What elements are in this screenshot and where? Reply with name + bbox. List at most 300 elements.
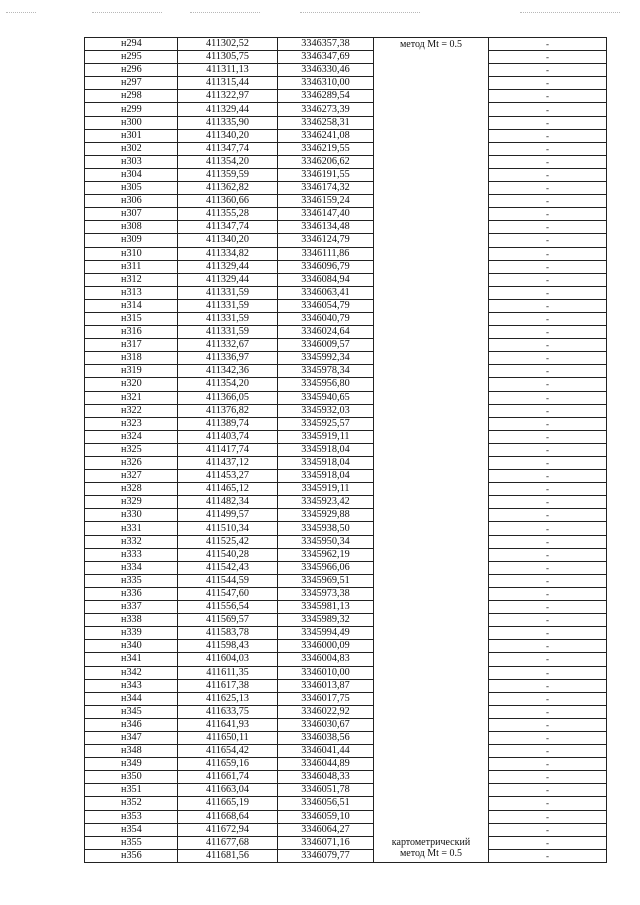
table-row [85, 745, 607, 758]
accuracy-dash-cell: - [489, 771, 607, 784]
y-coordinate-cell: 3345929,88 [278, 509, 374, 522]
table-row [85, 77, 607, 90]
table-row [85, 443, 607, 456]
y-coordinate-cell: 3346013,87 [278, 679, 374, 692]
table-row [85, 391, 607, 404]
method-cell [374, 38, 489, 863]
accuracy-dash-cell: - [489, 496, 607, 509]
x-coordinate-cell: 411311,13 [178, 64, 278, 77]
table-row [85, 142, 607, 155]
table-row [85, 417, 607, 430]
table-row [85, 561, 607, 574]
accuracy-dash-cell: - [489, 339, 607, 352]
accuracy-dash-cell: - [489, 758, 607, 771]
y-coordinate-cell: 3345923,42 [278, 496, 374, 509]
accuracy-dash-cell: - [489, 64, 607, 77]
accuracy-dash-cell: - [489, 90, 607, 103]
x-coordinate-cell: 411547,60 [178, 587, 278, 600]
accuracy-dash-cell: - [489, 587, 607, 600]
y-coordinate-cell: 3346174,32 [278, 182, 374, 195]
x-coordinate-cell: 411453,27 [178, 470, 278, 483]
x-coordinate-cell: 411665,19 [178, 797, 278, 810]
x-coordinate-cell: 411598,43 [178, 640, 278, 653]
x-coordinate-cell: 411482,34 [178, 496, 278, 509]
x-coordinate-cell: 411569,57 [178, 614, 278, 627]
point-name-cell: н329 [85, 496, 178, 509]
y-coordinate-cell: 3346084,94 [278, 273, 374, 286]
y-coordinate-cell: 3346038,56 [278, 731, 374, 744]
table-row [85, 312, 607, 325]
point-name-cell: н302 [85, 142, 178, 155]
point-name-cell: н349 [85, 758, 178, 771]
x-coordinate-cell: 411366,05 [178, 391, 278, 404]
point-name-cell: н301 [85, 129, 178, 142]
x-coordinate-cell: 411342,36 [178, 365, 278, 378]
table-row [85, 771, 607, 784]
point-name-cell: н310 [85, 247, 178, 260]
y-coordinate-cell: 3345989,32 [278, 614, 374, 627]
accuracy-dash-cell: - [489, 666, 607, 679]
x-coordinate-cell: 411335,90 [178, 116, 278, 129]
y-coordinate-cell: 3346273,39 [278, 103, 374, 116]
point-name-cell: н356 [85, 849, 178, 862]
table-row [85, 758, 607, 771]
x-coordinate-cell: 411465,12 [178, 483, 278, 496]
y-coordinate-cell: 3346064,27 [278, 823, 374, 836]
accuracy-dash-cell: - [489, 561, 607, 574]
y-coordinate-cell: 3345925,57 [278, 417, 374, 430]
table-row [85, 587, 607, 600]
point-name-cell: н304 [85, 168, 178, 181]
point-name-cell: н323 [85, 417, 178, 430]
x-coordinate-cell: 411544,59 [178, 574, 278, 587]
x-coordinate-cell: 411417,74 [178, 443, 278, 456]
table-row [85, 731, 607, 744]
x-coordinate-cell: 411389,74 [178, 417, 278, 430]
y-coordinate-cell: 3346310,00 [278, 77, 374, 90]
table-row [85, 90, 607, 103]
point-name-cell: н294 [85, 38, 178, 51]
y-coordinate-cell: 3345919,11 [278, 483, 374, 496]
table-row [85, 430, 607, 443]
table-row [85, 155, 607, 168]
point-name-cell: н309 [85, 234, 178, 247]
point-name-cell: н314 [85, 299, 178, 312]
point-name-cell: н333 [85, 548, 178, 561]
accuracy-dash-cell: - [489, 404, 607, 417]
x-coordinate-cell: 411355,28 [178, 208, 278, 221]
accuracy-dash-cell: - [489, 391, 607, 404]
y-coordinate-cell: 3346111,86 [278, 247, 374, 260]
table-row [85, 208, 607, 221]
accuracy-dash-cell: - [489, 640, 607, 653]
y-coordinate-cell: 3346219,55 [278, 142, 374, 155]
method-label-bottom [374, 837, 488, 860]
x-coordinate-cell: 411659,16 [178, 758, 278, 771]
y-coordinate-cell: 3346024,64 [278, 326, 374, 339]
accuracy-dash-cell: - [489, 836, 607, 849]
y-coordinate-cell: 3346044,89 [278, 758, 374, 771]
table-row [85, 299, 607, 312]
point-name-cell: н303 [85, 155, 178, 168]
accuracy-dash-cell: - [489, 443, 607, 456]
accuracy-dash-cell: - [489, 849, 607, 862]
accuracy-dash-cell: - [489, 273, 607, 286]
x-coordinate-cell: 411336,97 [178, 352, 278, 365]
point-name-cell: н322 [85, 404, 178, 417]
point-name-cell: н352 [85, 797, 178, 810]
table-row [85, 470, 607, 483]
accuracy-dash-cell: - [489, 692, 607, 705]
point-name-cell: н312 [85, 273, 178, 286]
y-coordinate-cell: 3346051,78 [278, 784, 374, 797]
y-coordinate-cell: 3345994,49 [278, 627, 374, 640]
y-coordinate-cell: 3346191,55 [278, 168, 374, 181]
x-coordinate-cell: 411604,03 [178, 653, 278, 666]
table-row [85, 64, 607, 77]
x-coordinate-cell: 411556,54 [178, 601, 278, 614]
table-row [85, 339, 607, 352]
y-coordinate-cell: 3346258,31 [278, 116, 374, 129]
accuracy-dash-cell: - [489, 365, 607, 378]
y-coordinate-cell: 3345962,19 [278, 548, 374, 561]
table-row [85, 535, 607, 548]
point-name-cell: н324 [85, 430, 178, 443]
accuracy-dash-cell: - [489, 168, 607, 181]
point-name-cell: н336 [85, 587, 178, 600]
accuracy-dash-cell: - [489, 103, 607, 116]
y-coordinate-cell: 3346079,77 [278, 849, 374, 862]
accuracy-dash-cell: - [489, 745, 607, 758]
table-row [85, 836, 607, 849]
y-coordinate-cell: 3346134,48 [278, 221, 374, 234]
y-coordinate-cell: 3346124,79 [278, 234, 374, 247]
x-coordinate-cell: 411329,44 [178, 103, 278, 116]
x-coordinate-cell: 411376,82 [178, 404, 278, 417]
accuracy-dash-cell: - [489, 457, 607, 470]
accuracy-dash-cell: - [489, 142, 607, 155]
accuracy-dash-cell: - [489, 614, 607, 627]
x-coordinate-cell: 411340,20 [178, 129, 278, 142]
point-name-cell: н344 [85, 692, 178, 705]
x-coordinate-cell: 411677,68 [178, 836, 278, 849]
y-coordinate-cell: 3346022,92 [278, 705, 374, 718]
header-rule [190, 12, 260, 13]
point-name-cell: н339 [85, 627, 178, 640]
accuracy-dash-cell: - [489, 234, 607, 247]
accuracy-dash-cell: - [489, 155, 607, 168]
y-coordinate-cell: 3345956,80 [278, 378, 374, 391]
x-coordinate-cell: 411331,59 [178, 312, 278, 325]
accuracy-dash-cell: - [489, 352, 607, 365]
header-rule [6, 12, 36, 13]
table-row [85, 483, 607, 496]
accuracy-dash-cell: - [489, 548, 607, 561]
table-row [85, 103, 607, 116]
point-name-cell: н355 [85, 836, 178, 849]
table-row [85, 168, 607, 181]
x-coordinate-cell: 411437,12 [178, 457, 278, 470]
y-coordinate-cell: 3346000,09 [278, 640, 374, 653]
coordinates-table [84, 37, 607, 863]
accuracy-dash-cell: - [489, 77, 607, 90]
accuracy-dash-cell: - [489, 470, 607, 483]
y-coordinate-cell: 3346030,67 [278, 718, 374, 731]
point-name-cell: н296 [85, 64, 178, 77]
table-row [85, 548, 607, 561]
point-name-cell: н330 [85, 509, 178, 522]
x-coordinate-cell: 411641,93 [178, 718, 278, 731]
accuracy-dash-cell: - [489, 247, 607, 260]
point-name-cell: н305 [85, 182, 178, 195]
point-name-cell: н332 [85, 535, 178, 548]
accuracy-dash-cell: - [489, 535, 607, 548]
y-coordinate-cell: 3345973,38 [278, 587, 374, 600]
y-coordinate-cell: 3346147,40 [278, 208, 374, 221]
table-row [85, 797, 607, 810]
accuracy-dash-cell: - [489, 38, 607, 51]
header-rule [92, 12, 162, 13]
x-coordinate-cell: 411305,75 [178, 51, 278, 64]
point-name-cell: н318 [85, 352, 178, 365]
table-row [85, 51, 607, 64]
x-coordinate-cell: 411347,74 [178, 142, 278, 155]
y-coordinate-cell: 3345992,34 [278, 352, 374, 365]
table-row [85, 601, 607, 614]
y-coordinate-cell: 3345918,04 [278, 443, 374, 456]
accuracy-dash-cell: - [489, 51, 607, 64]
y-coordinate-cell: 3345978,34 [278, 365, 374, 378]
table-row [85, 195, 607, 208]
table-row [85, 260, 607, 273]
y-coordinate-cell: 3346010,00 [278, 666, 374, 679]
point-name-cell: н345 [85, 705, 178, 718]
x-coordinate-cell: 411681,56 [178, 849, 278, 862]
y-coordinate-cell: 3345918,04 [278, 470, 374, 483]
x-coordinate-cell: 411302,52 [178, 38, 278, 51]
table-row [85, 221, 607, 234]
point-name-cell: н337 [85, 601, 178, 614]
x-coordinate-cell: 411359,59 [178, 168, 278, 181]
x-coordinate-cell: 411354,20 [178, 155, 278, 168]
point-name-cell: н351 [85, 784, 178, 797]
method-label-bottom-line2: метод Mt = 0.5 [399, 848, 463, 860]
x-coordinate-cell: 411331,59 [178, 286, 278, 299]
point-name-cell: н327 [85, 470, 178, 483]
table-row [85, 38, 607, 51]
table-row [85, 116, 607, 129]
y-coordinate-cell: 3345966,06 [278, 561, 374, 574]
point-name-cell: н325 [85, 443, 178, 456]
x-coordinate-cell: 411663,04 [178, 784, 278, 797]
x-coordinate-cell: 411583,78 [178, 627, 278, 640]
x-coordinate-cell: 411329,44 [178, 273, 278, 286]
accuracy-dash-cell: - [489, 182, 607, 195]
x-coordinate-cell: 411362,82 [178, 182, 278, 195]
x-coordinate-cell: 411315,44 [178, 77, 278, 90]
table-row [85, 705, 607, 718]
accuracy-dash-cell: - [489, 312, 607, 325]
x-coordinate-cell: 411625,13 [178, 692, 278, 705]
x-coordinate-cell: 411661,74 [178, 771, 278, 784]
point-name-cell: н315 [85, 312, 178, 325]
table-row [85, 365, 607, 378]
header-rule [520, 12, 620, 13]
accuracy-dash-cell: - [489, 417, 607, 430]
accuracy-dash-cell: - [489, 378, 607, 391]
x-coordinate-cell: 411331,59 [178, 326, 278, 339]
table-row [85, 352, 607, 365]
header-rule [300, 12, 420, 13]
table-row [85, 614, 607, 627]
table-row [85, 286, 607, 299]
accuracy-dash-cell: - [489, 116, 607, 129]
table-row [85, 234, 607, 247]
accuracy-dash-cell: - [489, 221, 607, 234]
point-name-cell: н334 [85, 561, 178, 574]
y-coordinate-cell: 3345918,04 [278, 457, 374, 470]
x-coordinate-cell: 411540,28 [178, 548, 278, 561]
x-coordinate-cell: 411334,82 [178, 247, 278, 260]
x-coordinate-cell: 411499,57 [178, 509, 278, 522]
point-name-cell: н348 [85, 745, 178, 758]
table-row [85, 640, 607, 653]
point-name-cell: н346 [85, 718, 178, 731]
table-row [85, 326, 607, 339]
y-coordinate-cell: 3346054,79 [278, 299, 374, 312]
y-coordinate-cell: 3346159,24 [278, 195, 374, 208]
table-row [85, 404, 607, 417]
point-name-cell: н340 [85, 640, 178, 653]
table-row [85, 849, 607, 862]
y-coordinate-cell: 3345940,65 [278, 391, 374, 404]
point-name-cell: н298 [85, 90, 178, 103]
x-coordinate-cell: 411354,20 [178, 378, 278, 391]
accuracy-dash-cell: - [489, 601, 607, 614]
table-row [85, 378, 607, 391]
accuracy-dash-cell: - [489, 208, 607, 221]
point-name-cell: н321 [85, 391, 178, 404]
table-row [85, 666, 607, 679]
y-coordinate-cell: 3346063,41 [278, 286, 374, 299]
point-name-cell: н335 [85, 574, 178, 587]
y-coordinate-cell: 3345938,50 [278, 522, 374, 535]
table-row [85, 129, 607, 142]
method-label-top: метод Mt = 0.5 [399, 39, 463, 50]
accuracy-dash-cell: - [489, 731, 607, 744]
table-row [85, 653, 607, 666]
table-row [85, 692, 607, 705]
point-name-cell: н307 [85, 208, 178, 221]
accuracy-dash-cell: - [489, 627, 607, 640]
y-coordinate-cell: 3345919,11 [278, 430, 374, 443]
point-name-cell: н342 [85, 666, 178, 679]
table-row [85, 718, 607, 731]
y-coordinate-cell: 3345969,51 [278, 574, 374, 587]
point-name-cell: н300 [85, 116, 178, 129]
accuracy-dash-cell: - [489, 810, 607, 823]
y-coordinate-cell: 3346071,16 [278, 836, 374, 849]
x-coordinate-cell: 411347,74 [178, 221, 278, 234]
table-row [85, 574, 607, 587]
point-name-cell: н320 [85, 378, 178, 391]
x-coordinate-cell: 411650,11 [178, 731, 278, 744]
accuracy-dash-cell: - [489, 509, 607, 522]
table-row [85, 273, 607, 286]
y-coordinate-cell: 3346056,51 [278, 797, 374, 810]
y-coordinate-cell: 3346048,33 [278, 771, 374, 784]
accuracy-dash-cell: - [489, 260, 607, 273]
y-coordinate-cell: 3346004,83 [278, 653, 374, 666]
y-coordinate-cell: 3346241,08 [278, 129, 374, 142]
point-name-cell: н338 [85, 614, 178, 627]
table-row [85, 522, 607, 535]
y-coordinate-cell: 3346017,75 [278, 692, 374, 705]
table-row [85, 823, 607, 836]
point-name-cell: н308 [85, 221, 178, 234]
accuracy-dash-cell: - [489, 574, 607, 587]
point-name-cell: н295 [85, 51, 178, 64]
y-coordinate-cell: 3346009,57 [278, 339, 374, 352]
x-coordinate-cell: 411654,42 [178, 745, 278, 758]
table-row [85, 679, 607, 692]
accuracy-dash-cell: - [489, 299, 607, 312]
y-coordinate-cell: 3346330,46 [278, 64, 374, 77]
x-coordinate-cell: 411360,66 [178, 195, 278, 208]
point-name-cell: н313 [85, 286, 178, 299]
table-row [85, 810, 607, 823]
x-coordinate-cell: 411617,38 [178, 679, 278, 692]
x-coordinate-cell: 411331,59 [178, 299, 278, 312]
y-coordinate-cell: 3346289,54 [278, 90, 374, 103]
accuracy-dash-cell: - [489, 653, 607, 666]
point-name-cell: н316 [85, 326, 178, 339]
accuracy-dash-cell: - [489, 705, 607, 718]
y-coordinate-cell: 3346059,10 [278, 810, 374, 823]
accuracy-dash-cell: - [489, 129, 607, 142]
table-row [85, 457, 607, 470]
point-name-cell: н299 [85, 103, 178, 116]
accuracy-dash-cell: - [489, 430, 607, 443]
table-row [85, 784, 607, 797]
point-name-cell: н353 [85, 810, 178, 823]
accuracy-dash-cell: - [489, 679, 607, 692]
accuracy-dash-cell: - [489, 784, 607, 797]
y-coordinate-cell: 3345981,13 [278, 601, 374, 614]
x-coordinate-cell: 411672,94 [178, 823, 278, 836]
y-coordinate-cell: 3346041,44 [278, 745, 374, 758]
accuracy-dash-cell: - [489, 195, 607, 208]
method-label-bottom-line1: картометрический [391, 836, 471, 848]
table-row [85, 182, 607, 195]
coordinates-table-body [85, 38, 607, 863]
point-name-cell: н347 [85, 731, 178, 744]
y-coordinate-cell: 3346040,79 [278, 312, 374, 325]
y-coordinate-cell: 3346357,38 [278, 38, 374, 51]
x-coordinate-cell: 411332,67 [178, 339, 278, 352]
table-row [85, 496, 607, 509]
point-name-cell: н343 [85, 679, 178, 692]
x-coordinate-cell: 411403,74 [178, 430, 278, 443]
point-name-cell: н354 [85, 823, 178, 836]
table-row [85, 509, 607, 522]
point-name-cell: н297 [85, 77, 178, 90]
point-name-cell: н331 [85, 522, 178, 535]
accuracy-dash-cell: - [489, 718, 607, 731]
x-coordinate-cell: 411329,44 [178, 260, 278, 273]
y-coordinate-cell: 3346206,62 [278, 155, 374, 168]
y-coordinate-cell: 3345932,03 [278, 404, 374, 417]
